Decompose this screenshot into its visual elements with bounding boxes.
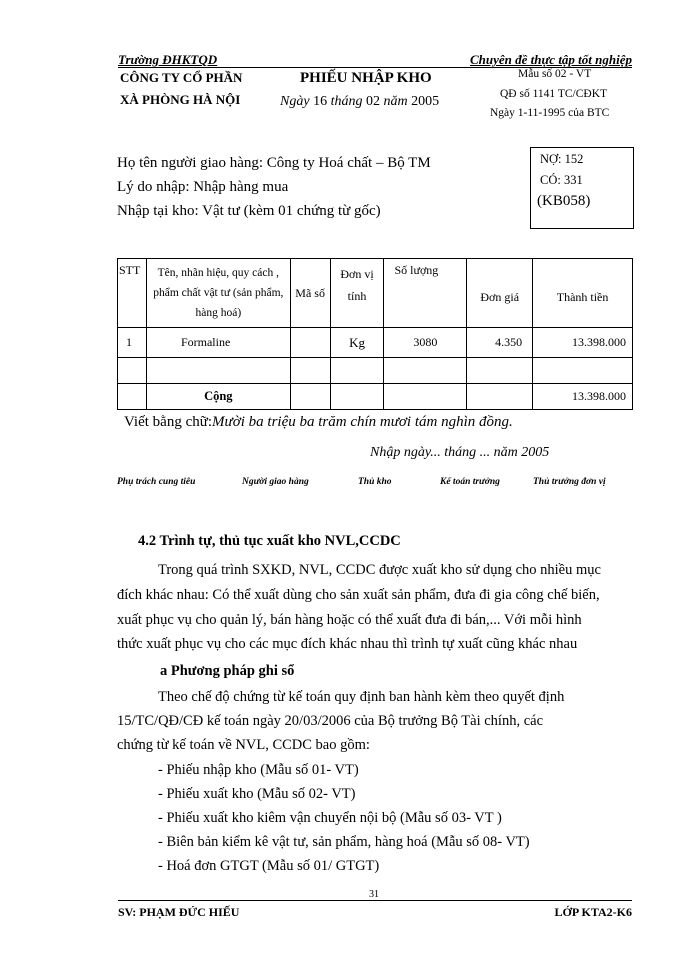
cell-code <box>290 328 330 358</box>
table-header-row <box>118 259 633 328</box>
bullet-3: - Phiếu xuất kho kiêm vận chuyển nội bộ (Mẫu số 03- VT ) <box>158 810 502 826</box>
para1-line2: đích khác nhau: Có thể xuất dùng cho sản xuất sản phẩm, đưa đi gia công chế biến, <box>117 587 600 603</box>
th-stt: STT <box>118 259 147 328</box>
bullet-4: - Biên bản kiểm kê vật tư, sản phẩm, hàng hoá (Mẫu số 08- VT) <box>158 834 530 850</box>
th-price: Đơn giá <box>467 259 533 328</box>
account-credit: CÓ: 331 <box>540 173 583 187</box>
words-label: Viết bằng chữ: <box>124 414 213 430</box>
footer-class: LỚP KTA2-K6 <box>554 905 632 919</box>
footer-rule <box>118 900 632 901</box>
para2-line1: Theo chế độ chứng từ kế toán quy định ban hành kèm theo quyết định <box>158 689 565 705</box>
decision-date: Ngày 1-11-1995 của BTC <box>490 107 610 119</box>
date-year-word: năm <box>383 94 408 109</box>
warehouse-value: Vật tư (kèm 01 chứng từ gốc) <box>202 203 381 219</box>
sig-procurement: Phụ trách cung tiêu <box>117 477 196 487</box>
sig-deliverer: Người giao hàng <box>242 477 309 487</box>
form-title: PHIẾU NHẬP KHO <box>300 70 432 86</box>
cell-qty: 3080 <box>384 328 467 358</box>
para2-line2: 15/TC/QĐ/CĐ kế toán ngày 20/03/2006 của Bộ trưởng Bộ Tài chính, các <box>117 713 544 729</box>
section-heading: 4.2 Trình tự, thủ tục xuất kho NVL,CCDC <box>138 533 401 549</box>
items-table <box>117 258 633 410</box>
sig-chief-accountant: Kế toán trưởng <box>440 477 500 487</box>
date-month: 02 <box>365 94 380 109</box>
bullet-2: - Phiếu xuất kho (Mẫu số 02- VT) <box>158 786 356 802</box>
header-report-type: Chuyên đề thực tập tốt nghiệp <box>470 52 632 67</box>
cell-name: Formaline <box>146 328 290 358</box>
date-month-word: tháng <box>330 94 363 109</box>
th-code: Mã số <box>290 259 330 328</box>
deliverer-line <box>117 155 431 172</box>
para2-line3: chứng từ kế toán về NVL, CCDC bao gồm: <box>117 737 370 753</box>
template-no: Mẫu số 02 - VT <box>518 68 592 80</box>
sig-director: Thủ trưởng đơn vị <box>533 477 606 487</box>
warehouse-label: Nhập tại kho: <box>117 203 199 219</box>
words-value: Mười ba triệu ba trăm chín mươi tám nghìn đồng. <box>212 414 513 430</box>
entry-date: Nhập ngày... tháng ... năm 2005 <box>370 445 550 460</box>
reason-value: Nhập hàng mua <box>193 179 289 195</box>
th-amount: Thành tiền <box>533 259 633 328</box>
cell-amount: 13.398.000 <box>533 328 633 358</box>
company-line2: XÀ PHÒNG HÀ NỘI <box>120 92 241 107</box>
bullet-1: - Phiếu nhập kho (Mẫu số 01- VT) <box>158 762 359 778</box>
date-day: 16 <box>313 94 328 109</box>
deliverer-label: Họ tên người giao hàng: <box>117 155 264 171</box>
deliverer-value: Công ty Hoá chất – Bộ TM <box>266 155 431 171</box>
date-prefix: Ngày <box>280 94 310 109</box>
date-year: 2005 <box>411 94 440 109</box>
reason-line <box>117 179 288 196</box>
warehouse-line <box>117 203 381 220</box>
words-line <box>124 414 513 431</box>
reason-label: Lý do nhập: <box>117 179 190 195</box>
para1-line1: Trong quá trình SXKD, NVL, CCDC được xuất kho sử dụng cho nhiều mục <box>158 562 601 578</box>
total-label: Cộng <box>146 384 290 410</box>
company-line1: CÔNG TY CỔ PHẦN <box>120 70 243 85</box>
para1-line3: xuất phục vụ cho quản lý, bán hàng hoặc có thể xuất đưa đi bán,... Với mỗi hình <box>117 612 582 628</box>
accounts-box <box>530 147 634 229</box>
table-row <box>118 328 633 358</box>
cell-stt: 1 <box>118 328 147 358</box>
th-qty: Số lượng <box>384 259 467 328</box>
account-debit: NỢ: 152 <box>540 152 584 166</box>
footer-student: SV: PHẠM ĐỨC HIẾU <box>118 905 240 919</box>
bullet-5: - Hoá đơn GTGT (Mẫu số 01/ GTGT) <box>158 858 380 874</box>
total-amount: 13.398.000 <box>533 384 633 410</box>
table-empty-row <box>118 358 633 384</box>
para1-line4: thức xuất phục vụ cho các mục đích khác nhau thì trình tự xuất cũng khác nhau <box>117 636 578 652</box>
cell-unit: Kg <box>330 328 384 358</box>
table-total-row <box>118 384 633 410</box>
header-school: Trường ĐHKTQD <box>118 52 218 67</box>
account-code: (KB058) <box>537 193 591 209</box>
page-number: 31 <box>369 889 379 900</box>
sig-storekeeper: Thủ kho <box>358 477 392 487</box>
decision-no: QĐ số 1141 TC/CĐKT <box>500 88 608 100</box>
cell-price: 4.350 <box>467 328 533 358</box>
th-unit: Đơn vị tính <box>330 259 384 328</box>
form-date <box>280 94 439 110</box>
th-name: Tên, nhãn hiệu, quy cách , phẩm chất vật tư (sản phẩm, hàng hoá) <box>146 259 290 328</box>
subheading: a Phương pháp ghi sổ <box>160 663 295 679</box>
